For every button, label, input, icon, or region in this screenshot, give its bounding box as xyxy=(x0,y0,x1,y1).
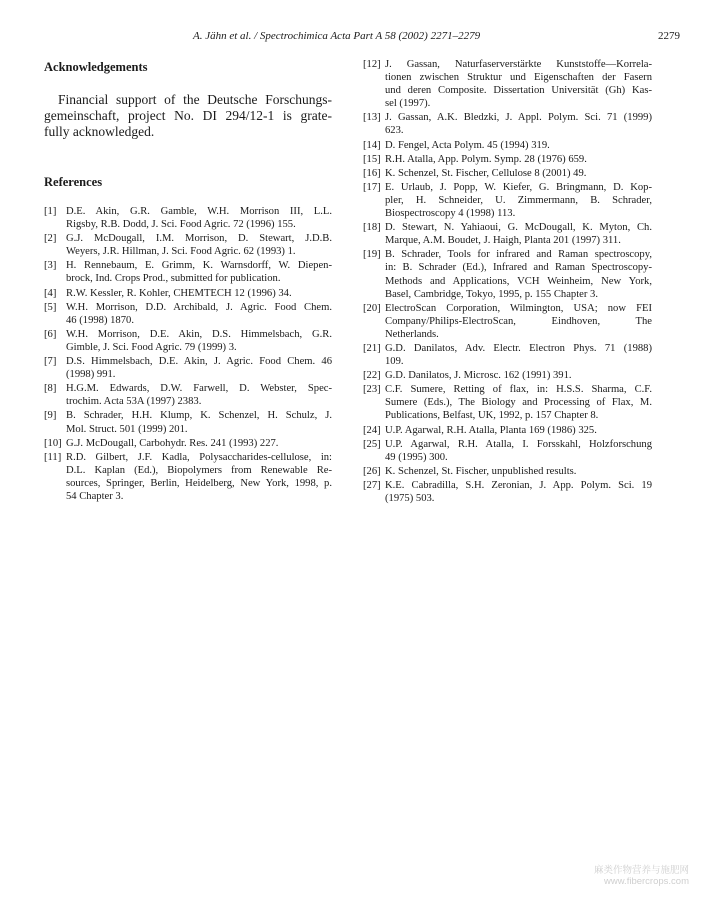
reference-text xyxy=(385,248,652,300)
reference-line: C.F. Sumere, Retting of flax, in: H.S.S. Sharma, C.F. xyxy=(385,384,652,396)
reference-line: 623. xyxy=(385,125,404,137)
reference-line: tionen zwischen Struktur und Eigenschaften der Fasern xyxy=(385,72,652,84)
reference-line: Rigsby, R.B. Dodd, J. Sci. Food Agric. 72 (1996) 155. xyxy=(66,219,296,231)
reference-text xyxy=(385,424,652,437)
reference-text xyxy=(66,301,332,327)
reference-text xyxy=(66,382,332,408)
reference-number: [4] xyxy=(44,287,57,299)
acknowledgements-line: fully acknowledged. xyxy=(44,124,155,139)
references-right-column xyxy=(363,58,652,506)
references-heading: References xyxy=(44,175,103,189)
watermark-site-name: 麻类作物营养与施肥网 xyxy=(593,865,689,876)
reference-line: Company/Philips-ElectroScan, Eindhoven, The xyxy=(385,315,652,327)
reference-text xyxy=(66,205,332,231)
reference-number: [7] xyxy=(44,356,57,368)
reference-text xyxy=(66,409,332,435)
reference-line: (1998) 991. xyxy=(66,369,116,381)
reference-number: [21] xyxy=(363,342,381,354)
reference-line: Biospectroscopy 4 (1998) 113. xyxy=(385,208,516,220)
reference-number: [6] xyxy=(44,328,57,340)
reference-line: K.E. Cabradilla, S.H. Zeronian, J. App. Polym. Sci. 19 xyxy=(385,479,652,491)
reference-line: 109. xyxy=(385,356,404,368)
reference-number: [5] xyxy=(44,301,57,313)
reference-entry xyxy=(44,301,332,327)
reference-number: [8] xyxy=(44,383,57,395)
reference-text xyxy=(385,167,652,180)
reference-number: [9] xyxy=(44,410,57,422)
site-watermark xyxy=(594,865,689,887)
reference-entry xyxy=(363,111,652,137)
reference-text xyxy=(66,259,332,285)
reference-line: 49 (1995) 300. xyxy=(385,451,448,463)
reference-line: ElectroScan Corporation, Wilmington, USA; now FEI xyxy=(385,302,652,314)
reference-line: Marque, A.M. Boudet, J. Haigh, Planta 201 (1997) 311. xyxy=(385,235,621,247)
reference-number: [10] xyxy=(44,437,62,449)
reference-line: B. Schrader, Tools for infrared and Raman spectroscopy, xyxy=(385,249,652,261)
reference-entry xyxy=(363,342,652,368)
reference-entry xyxy=(363,479,652,505)
reference-number: [19] xyxy=(363,249,381,261)
reference-line: B. Schrader, H.H. Klump, K. Schenzel, H. Schulz, J. xyxy=(66,410,332,422)
reference-line: W.H. Morrison, D.D. Archibald, J. Agric. Food Chem. xyxy=(66,301,332,313)
reference-line: sel (1997). xyxy=(385,98,431,110)
reference-line: D. Stewart, N. Yahiaoui, G. McDougall, K. Myton, Ch. xyxy=(385,222,652,234)
reference-line: Weyers, J.R. Hillman, J. Sci. Food Agric. 62 (1993) 1. xyxy=(66,246,296,258)
reference-number: [2] xyxy=(44,233,57,245)
reference-text xyxy=(385,342,652,368)
reference-text xyxy=(385,153,652,166)
reference-line: D.L. Kaplan (Ed.), Biopolymers from Renewable Re- xyxy=(66,464,332,476)
reference-number: [25] xyxy=(363,438,381,450)
reference-line: G.J. McDougall, Carbohydr. Res. 241 (1993) 227. xyxy=(66,437,279,449)
reference-number: [14] xyxy=(363,139,381,151)
reference-entry xyxy=(44,259,332,285)
reference-line: D.S. Himmelsbach, D.E. Akin, J. Agric. Food Chem. 46 xyxy=(66,356,332,368)
reference-number: [17] xyxy=(363,181,381,193)
reference-entry xyxy=(44,328,332,354)
acknowledgements-line: Financial support of the Deutsche Forschungs- xyxy=(58,92,332,107)
watermark-url: www.fibercrops.com xyxy=(604,876,689,887)
reference-entry xyxy=(363,248,652,300)
reference-number: [15] xyxy=(363,153,381,165)
reference-entry xyxy=(363,369,652,382)
reference-line: J. Gassan, A.K. Bledzki, J. Appl. Polym. Sci. 71 (1999) xyxy=(385,112,652,124)
references-left-column xyxy=(44,205,332,504)
reference-entry xyxy=(44,437,332,450)
reference-line: Netherlands. xyxy=(385,328,439,340)
reference-text xyxy=(385,302,652,341)
reference-line: U.P. Agarwal, R.H. Atalla, Planta 169 (1986) 325. xyxy=(385,424,597,436)
reference-line: in: B. Schrader (Ed.), Infrared and Raman Spectroscopy- xyxy=(385,262,652,274)
reference-text xyxy=(66,451,332,503)
reference-line: U.P. Agarwal, R.H. Atalla, I. Forsskahl, Holzforschung xyxy=(385,438,652,450)
reference-entry xyxy=(363,139,652,152)
reference-line: brock, Ind. Crops Prod., submitted for publication. xyxy=(66,273,281,285)
reference-entry xyxy=(363,221,652,247)
reference-line: R.W. Kessler, R. Kohler, CHEMTECH 12 (1996) 34. xyxy=(66,287,292,299)
reference-line: K. Schenzel, St. Fischer, Cellulose 8 (2001) 49. xyxy=(385,167,587,179)
reference-number: [23] xyxy=(363,384,381,396)
acknowledgements-text xyxy=(44,92,332,140)
reference-entry xyxy=(363,424,652,437)
reference-entry xyxy=(44,232,332,258)
reference-line: Mol. Struct. 501 (1999) 201. xyxy=(66,423,188,435)
reference-entry xyxy=(363,167,652,180)
reference-text xyxy=(385,383,652,422)
reference-entry xyxy=(363,383,652,422)
reference-entry xyxy=(44,355,332,381)
reference-line: R.D. Gilbert, J.F. Kadla, Polysaccharides-cellulose, in: xyxy=(66,451,332,463)
reference-text xyxy=(385,181,652,220)
reference-number: [26] xyxy=(363,465,381,477)
reference-line: J. Gassan, Naturfaserverstärkte Kunststoffe—Korrela- xyxy=(385,59,652,70)
reference-text xyxy=(385,438,652,464)
reference-text xyxy=(385,139,652,152)
reference-entry xyxy=(363,465,652,478)
reference-line: Sumere (Eds.), The Biology and Processing of Flax, M. xyxy=(385,397,652,409)
reference-line: pler, H. Schneider, U. Zimmermann, B. Schrader, xyxy=(385,194,652,206)
reference-number: [16] xyxy=(363,167,381,179)
reference-line: G.J. McDougall, I.M. Morrison, D. Stewart, J.D.B. xyxy=(66,233,332,245)
reference-entry xyxy=(44,382,332,408)
reference-line: G.D. Danilatos, Adv. Electr. Electron Phys. 71 (1988) xyxy=(385,342,652,354)
reference-number: [22] xyxy=(363,370,381,382)
reference-number: [1] xyxy=(44,206,57,217)
page-number: 2279 xyxy=(658,30,680,42)
reference-text xyxy=(385,465,652,478)
reference-entry xyxy=(44,451,332,503)
reference-line: G.D. Danilatos, J. Microsc. 162 (1991) 391. xyxy=(385,370,572,382)
reference-line: 54 Chapter 3. xyxy=(66,490,124,502)
reference-line: Basel, Cambridge, Tokyo, 1995, p. 155 Chapter 3. xyxy=(385,288,598,300)
reference-text xyxy=(385,479,652,505)
reference-line: und deren Composite. Dissertation Universität (Gh) Kas- xyxy=(385,85,652,97)
reference-number: [24] xyxy=(363,424,381,436)
reference-line: 46 (1998) 1870. xyxy=(66,314,134,326)
reference-text xyxy=(66,328,332,354)
reference-line: sources, Springer, Berlin, Heidelberg, New York, 1998, p. xyxy=(66,477,332,489)
reference-line: D. Fengel, Acta Polym. 45 (1994) 319. xyxy=(385,139,550,151)
reference-line: Methods and Applications, VCH Weinheim, New York, xyxy=(385,275,652,287)
reference-text xyxy=(385,58,652,110)
reference-number: [13] xyxy=(363,112,381,124)
reference-entry xyxy=(44,205,332,231)
reference-number: [3] xyxy=(44,260,57,272)
reference-entry xyxy=(44,409,332,435)
reference-line: D.E. Akin, G.R. Gamble, W.H. Morrison III, L.L. xyxy=(66,206,332,217)
reference-line: trochim. Acta 53A (1997) 2383. xyxy=(66,396,202,408)
reference-entry xyxy=(363,181,652,220)
reference-number: [11] xyxy=(44,451,62,463)
reference-line: H.G.M. Edwards, D.W. Farwell, D. Webster, Spec- xyxy=(66,383,332,395)
reference-entry xyxy=(363,302,652,341)
reference-text xyxy=(66,232,332,258)
reference-entry xyxy=(44,287,332,300)
reference-entry xyxy=(363,58,652,110)
reference-line: R.H. Atalla, App. Polym. Symp. 28 (1976) 659. xyxy=(385,153,587,165)
reference-entry xyxy=(363,438,652,464)
reference-line: W.H. Morrison, D.E. Akin, D.S. Himmelsbach, G.R. xyxy=(66,328,332,340)
reference-text xyxy=(385,111,652,137)
reference-line: K. Schenzel, St. Fischer, unpublished results. xyxy=(385,465,577,477)
reference-number: [20] xyxy=(363,302,381,314)
reference-line: Gimble, J. Sci. Food Agric. 79 (1999) 3. xyxy=(66,341,237,353)
reference-number: [12] xyxy=(363,59,381,70)
reference-line: H. Rennebaum, E. Grimm, K. Warnsdorff, W. Diepen- xyxy=(66,260,332,272)
reference-text xyxy=(385,369,652,382)
reference-line: E. Urlaub, J. Popp, W. Kiefer, G. Bringmann, D. Kop- xyxy=(385,181,652,193)
acknowledgements-line: gemeinschaft, project No. DI 294/12-1 is grate- xyxy=(44,108,332,123)
reference-text xyxy=(385,221,652,247)
reference-entry xyxy=(363,153,652,166)
reference-text xyxy=(66,355,332,381)
reference-text xyxy=(66,287,332,300)
acknowledgements-heading: Acknowledgements xyxy=(44,60,148,74)
reference-number: [27] xyxy=(363,479,381,491)
reference-text xyxy=(66,437,332,450)
reference-line: Publications, Belfast, UK, 1992, p. 157 Chapter 8. xyxy=(385,410,599,422)
running-header: A. Jähn et al. / Spectrochimica Acta Part A 58 (2002) 2271–2279 xyxy=(193,30,481,42)
reference-line: (1975) 503. xyxy=(385,493,435,504)
reference-number: [18] xyxy=(363,222,381,234)
